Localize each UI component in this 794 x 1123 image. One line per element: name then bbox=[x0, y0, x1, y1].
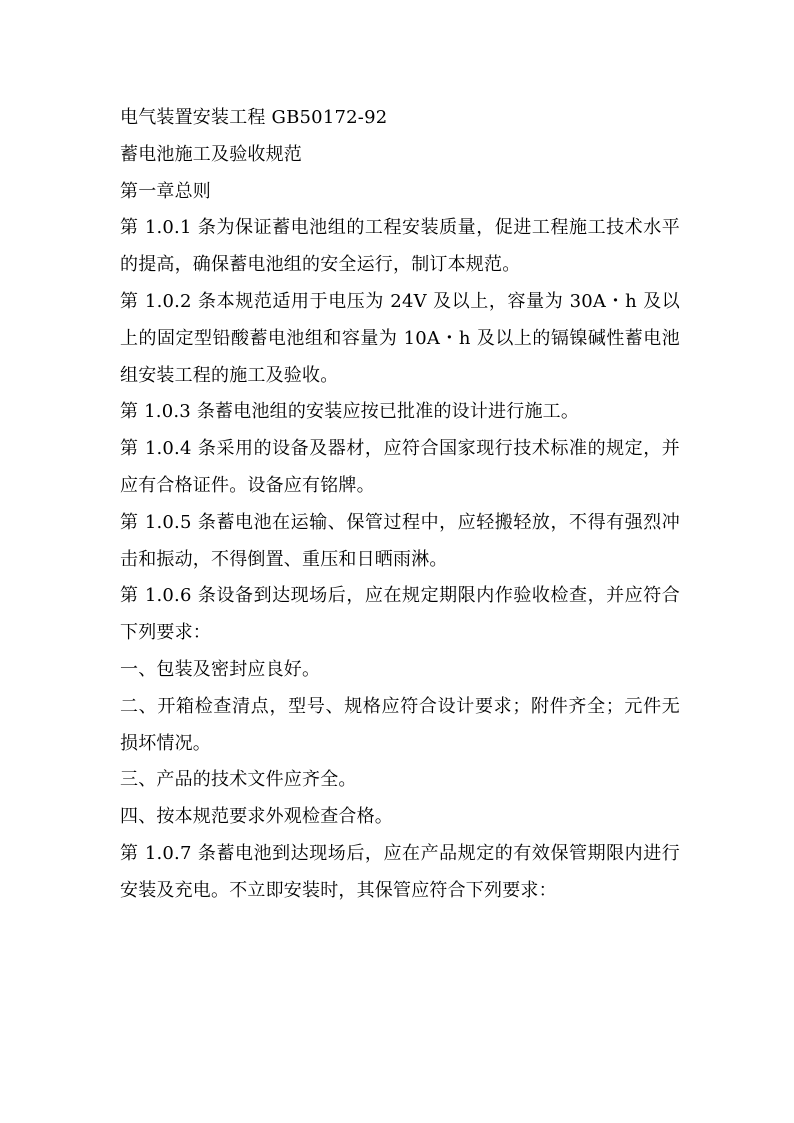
list-item-4: 四、按本规范要求外观检查合格。 bbox=[120, 806, 393, 828]
clause-1-0-5: 第 1.0.5 条蓄电池在运输、保管过程中，应轻搬轻放，不得有强烈冲击和振动，不得倒置、重压和日晒雨淋。 bbox=[120, 511, 680, 570]
clause-1-0-7: 第 1.0.7 条蓄电池到达现场后，应在产品规定的有效保管期限内进行安装及充电。不立即安装时，其保管应符合下列要求： bbox=[120, 842, 680, 901]
document-subtitle: 蓄电池施工及验收规范 bbox=[120, 143, 302, 165]
list-item-1: 一、包装及密封应良好。 bbox=[120, 658, 321, 680]
document-title-line: 电气装置安装工程 GB50172-92 bbox=[120, 107, 388, 128]
clause-1-0-2: 第 1.0.2 条本规范适用于电压为 24V 及以上，容量为 30A・h 及以上的固定型铅酸蓄电池组和容量为 10A・h 及以上的镉镍碱性蓄电池组安装工程的施工及验收。 bbox=[120, 290, 680, 386]
clause-1-0-3: 第 1.0.3 条蓄电池组的安装应按已批准的设计进行施工。 bbox=[120, 401, 580, 423]
list-item-3: 三、产品的技术文件应齐全。 bbox=[120, 769, 357, 791]
clause-1-0-4: 第 1.0.4 条采用的设备及器材，应符合国家现行技术标准的规定，并应有合格证件。设备应有铭牌。 bbox=[120, 438, 680, 496]
clause-1-0-1: 第 1.0.1 条为保证蓄电池组的工程安装质量，促进工程施工技术水平的提高，确保蓄电池组的安全运行，制订本规范。 bbox=[120, 217, 680, 276]
list-item-2: 二、开箱检查清点，型号、规格应符合设计要求；附件齐全；元件无损坏情况。 bbox=[120, 695, 680, 754]
clause-1-0-6: 第 1.0.6 条设备到达现场后，应在规定期限内作验收检查，并应符合下列要求： bbox=[120, 585, 680, 644]
chapter-heading: 第一章总则 bbox=[120, 180, 211, 202]
document-body bbox=[120, 100, 680, 910]
